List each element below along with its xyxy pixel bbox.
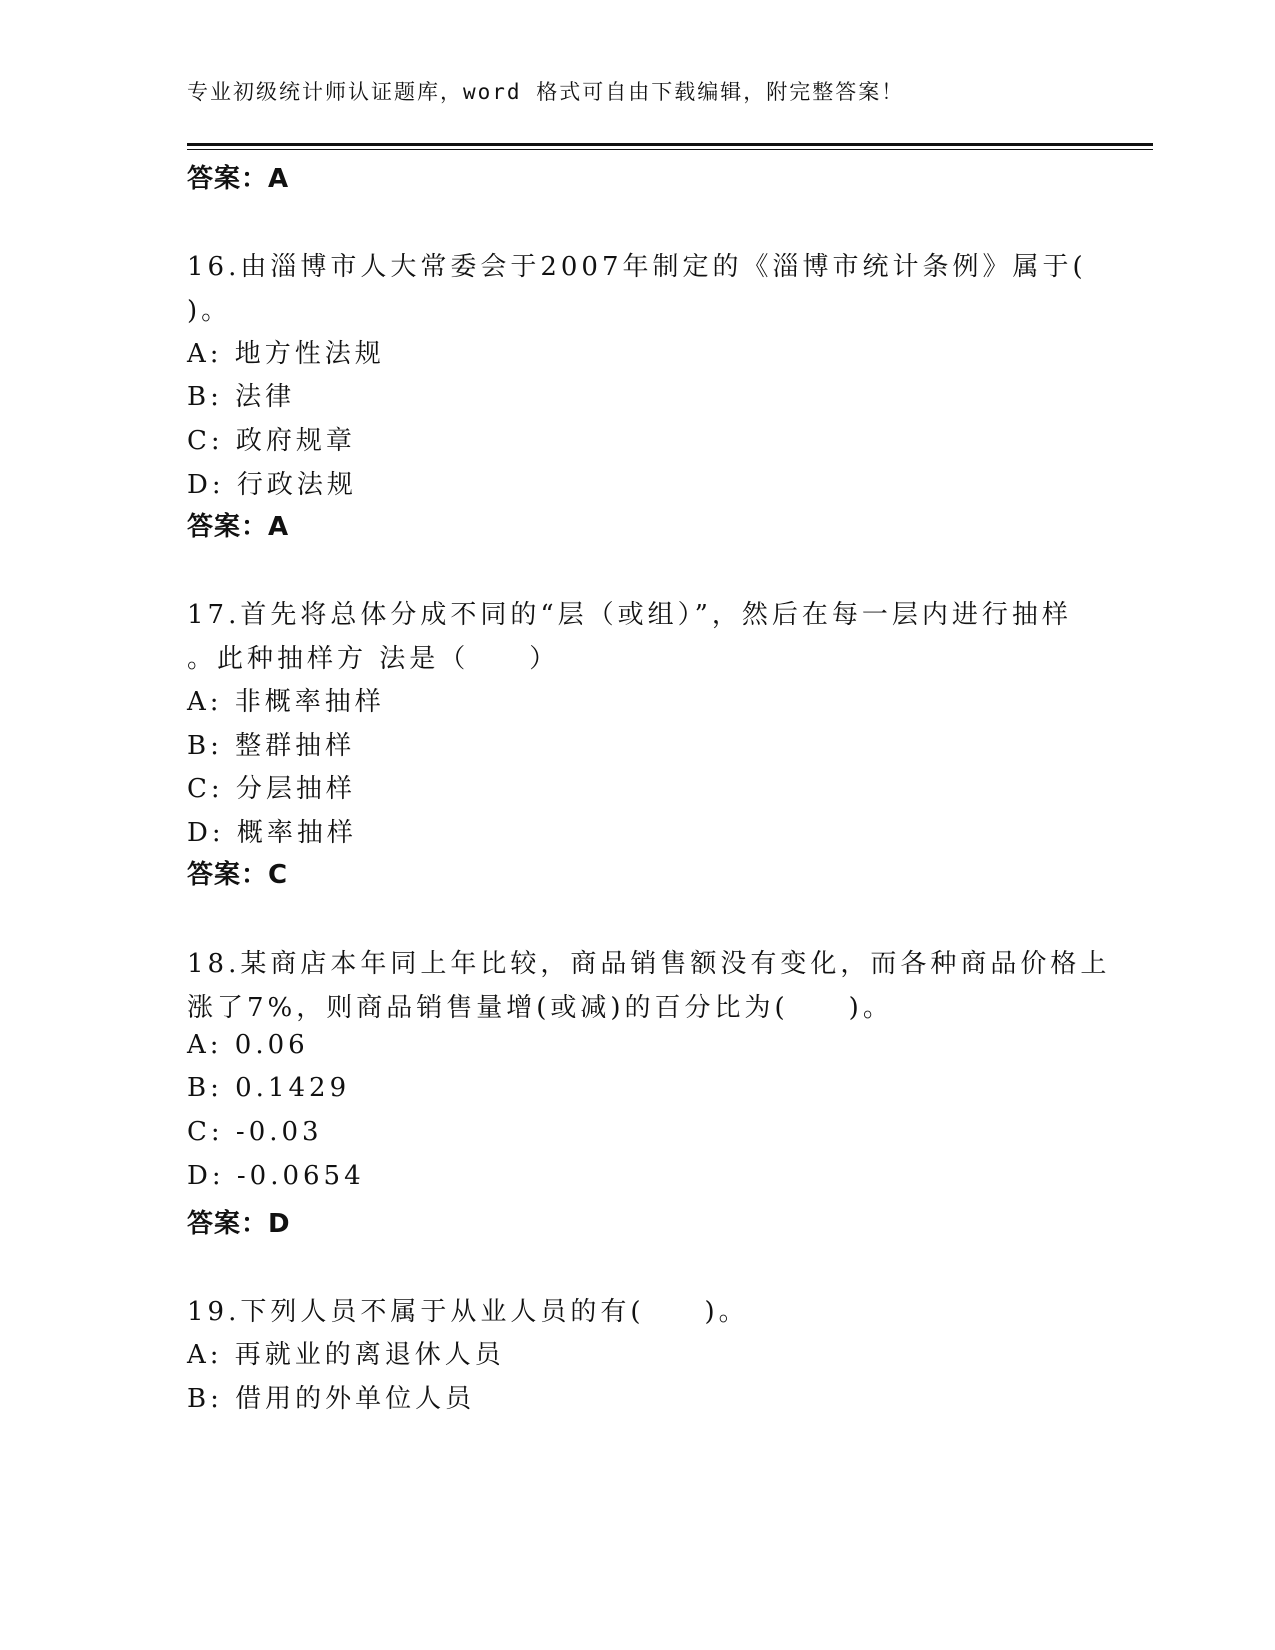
question-18-option-a: A: 0.06	[187, 1030, 309, 1060]
question-16-stem-line-1: 16.由淄博市人大常委会于2007年制定的《淄博市统计条例》属于(	[187, 252, 1087, 282]
question-19-option-b: B: 借用的外单位人员	[187, 1384, 476, 1414]
header-divider-thin	[187, 149, 1153, 150]
question-19-option-a: A: 再就业的离退休人员	[187, 1340, 505, 1370]
question-17-stem-line-1: 17.首先将总体分成不同的“层（或组）”，然后在每一层内进行抽样	[187, 600, 1072, 630]
page-header: 专业初级统计师认证题库，word 格式可自由下载编辑，附完整答案！	[187, 80, 905, 104]
question-18-stem-line-2: 涨了7%，则商品销售量增(或减)的百分比为( )。	[187, 993, 893, 1023]
question-16-answer: 答案：A	[187, 512, 290, 542]
answer-line: 答案：A	[187, 164, 290, 194]
question-16-option-a: A: 地方性法规	[187, 339, 385, 369]
question-16-option-c: C: 政府规章	[187, 426, 356, 456]
question-16-option-b: B: 法律	[187, 382, 296, 412]
question-16-option-d: D: 行政法规	[187, 470, 357, 500]
question-18-stem-line-1: 18.某商店本年同上年比较，商品销售额没有变化，而各种商品价格上	[187, 949, 1111, 979]
question-18-answer: 答案：D	[187, 1209, 291, 1239]
question-17-option-a: A: 非概率抽样	[187, 687, 385, 717]
question-17-option-d: D: 概率抽样	[187, 818, 357, 848]
question-17-answer: 答案：C	[187, 860, 289, 890]
question-18-option-d: D: -0.0654	[187, 1161, 365, 1191]
question-18-option-c: C: -0.03	[187, 1117, 323, 1147]
header-divider-thick	[187, 143, 1153, 146]
question-16-stem-line-2: )。	[187, 296, 232, 326]
question-17-option-b: B: 整群抽样	[187, 731, 356, 761]
question-17-option-c: C: 分层抽样	[187, 774, 356, 804]
question-19-stem-line-1: 19.下列人员不属于从业人员的有( )。	[187, 1297, 749, 1327]
question-17-stem-line-2: 。此种抽样方 法是（ ）	[187, 644, 560, 674]
question-18-option-b: B: 0.1429	[187, 1073, 351, 1103]
